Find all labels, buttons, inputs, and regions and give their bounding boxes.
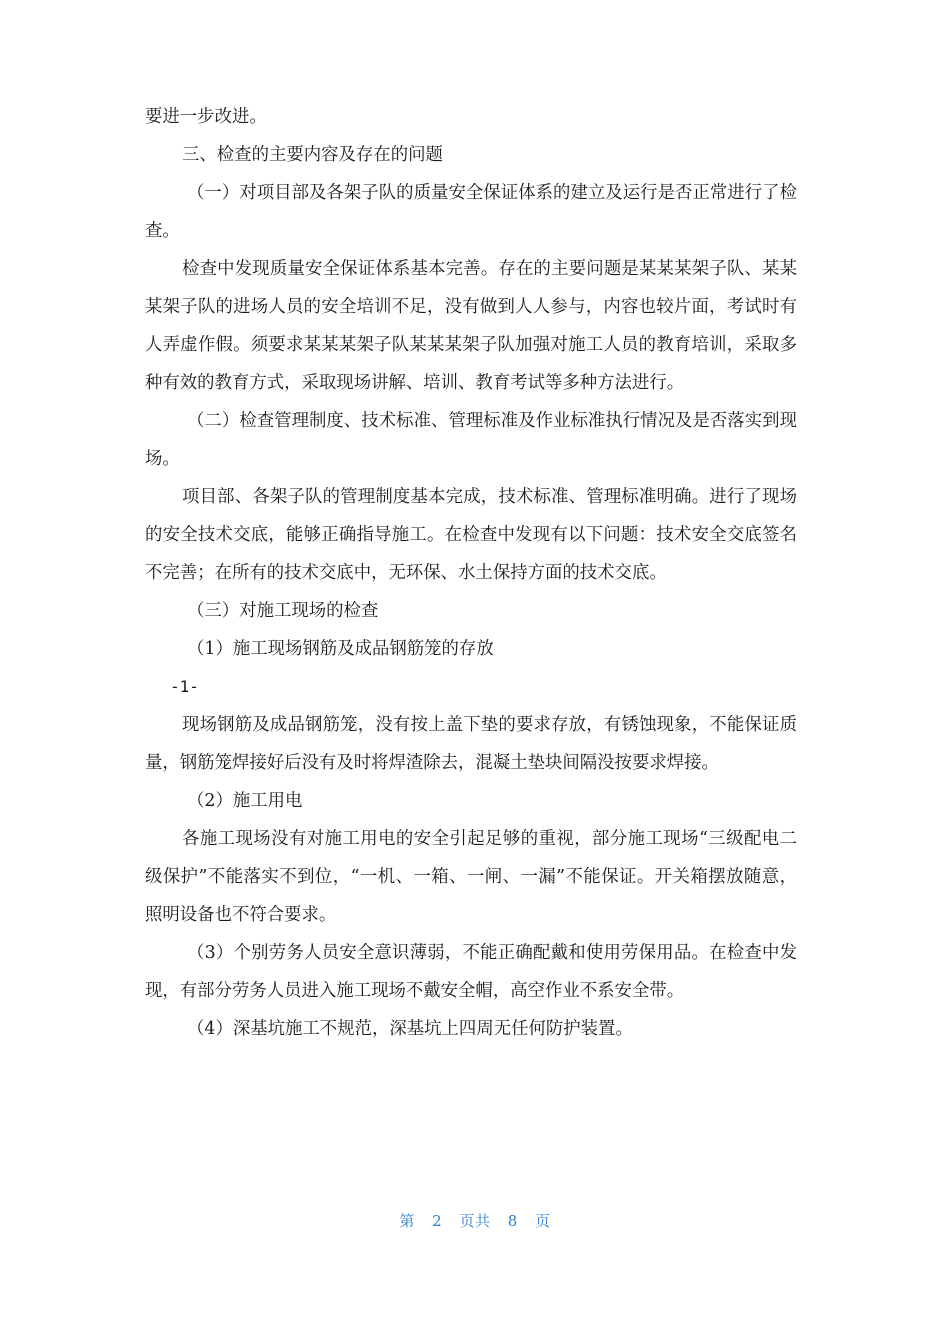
footer-suffix: 页 [535,1212,551,1230]
item-paragraph-3: （3）个别劳务人员安全意识薄弱，不能正确配戴和使用劳保用品。在检查中发现，有部分劳务人员进入施工现场不戴安全帽，高空作业不系安全带。 [145,943,797,1001]
subsection-heading-2: （二）检查管理制度、技术标准、管理标准及作业标准执行情况及是否落实到现场。 [145,411,797,469]
item-heading-1: （1）施工现场钢筋及成品钢筋笼的存放 [187,639,494,659]
footer-current-page: 2 [432,1212,443,1230]
item-heading-2: （2）施工用电 [187,791,303,811]
page-footer [0,1210,950,1231]
inline-page-mark: -1- [170,677,199,696]
document-body [145,98,797,1048]
subsection-heading-3: （三）对施工现场的检查 [187,601,379,621]
footer-prefix: 第 [399,1212,415,1230]
paragraph-continuation: 要进一步改进。 [145,107,267,127]
footer-total-pages: 8 [507,1212,518,1230]
paragraph-electricity: 各施工现场没有对施工用电的安全引起足够的重视，部分施工现场“三级配电二级保护”不能落实不到位，“一机、一箱、一闸、一漏”不能保证。开关箱摆放随意，照明设备也不符合要求。 [145,829,797,925]
footer-middle: 页共 [459,1212,491,1230]
subsection-heading-1: （一）对项目部及各架子队的质量安全保证体系的建立及运行是否正常进行了检查。 [145,183,797,241]
paragraph-training: 检查中发现质量安全保证体系基本完善。存在的主要问题是某某某架子队、某某某架子队的进场人员的安全培训不足，没有做到人人参与，内容也较片面，考试时有人弄虚作假。须要求某某某架子队某某某架子队加强对施工人员的教育培训，采取多种有效的教育方式，采取现场讲解、培训、教育考试等多种方法进行。 [145,259,797,393]
section-heading: 三、检查的主要内容及存在的问题 [182,145,443,165]
item-paragraph-4: （4）深基坑施工不规范，深基坑上四周无任何防护装置。 [187,1019,633,1039]
paragraph-rebar: 现场钢筋及成品钢筋笼，没有按上盖下垫的要求存放，有锈蚀现象，不能保证质量，钢筋笼焊接好后没有及时将焊渣除去，混凝土垫块间隔没按要求焊接。 [145,715,797,773]
paragraph-management: 项目部、各架子队的管理制度基本完成，技术标准、管理标准明确。进行了现场的安全技术交底，能够正确指导施工。在检查中发现有以下问题：技术安全交底签名不完善；在所有的技术交底中，无环保、水土保持方面的技术交底。 [145,487,797,583]
